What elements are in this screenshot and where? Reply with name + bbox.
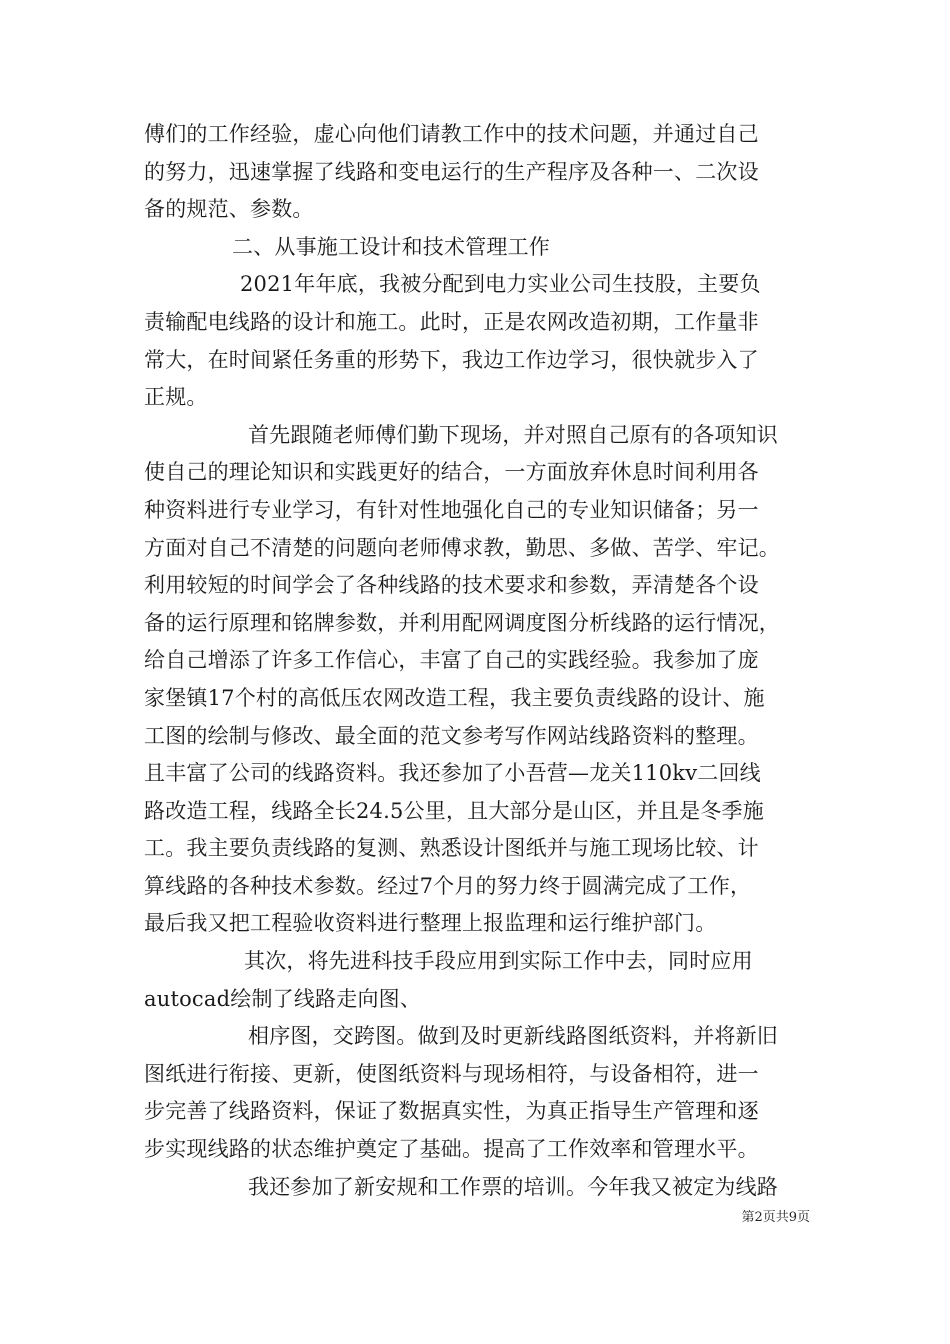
text-line: 相序图，交跨图。做到及时更新线路图纸资料，并将新旧	[248, 1024, 778, 1049]
text-line: 首先跟随老师傅们勤下现场，并对照自己原有的各项知识	[248, 422, 778, 447]
body-text	[144, 116, 808, 1206]
page-number: 第2页共9页	[741, 1210, 810, 1225]
text-line: 算线路的各种技术参数。经过7个月的努力终于圆满完成了工作，	[144, 873, 752, 898]
text-line: autocad绘制了线路走向图、	[144, 986, 422, 1011]
text-line: 且丰富了公司的线路资料。我还参加了小吾营—龙关110kv二回线	[144, 761, 761, 786]
text-line: 家堡镇17个村的高低压农网改造工程，我主要负责线路的设计、施	[144, 685, 765, 710]
text-line: 步实现线路的状态维护奠定了基础。提高了工作效率和管理水平。	[144, 1137, 759, 1162]
text-line: 方面对自己不清楚的问题向老师傅求教，勤思、多做、苦学、牢记。	[144, 535, 780, 560]
text-line: 的努力，迅速掌握了线路和变电运行的生产程序及各种一、二次设	[144, 159, 759, 184]
text-line: 正规。	[144, 385, 208, 410]
text-line: 给自己增添了许多工作信心，丰富了自己的实践经验。我参加了庞	[144, 648, 759, 673]
text-line: 种资料进行专业学习，有针对性地强化自己的专业知识储备；另一	[144, 497, 759, 522]
text-line: 步完善了线路资料，保证了数据真实性，为真正指导生产管理和逐	[144, 1099, 759, 1124]
text-line: 责输配电线路的设计和施工。此时，正是农网改造初期，工作量非	[144, 309, 759, 334]
text-line: 工。我主要负责线路的复测、熟悉设计图纸并与施工现场比较、计	[144, 836, 759, 861]
text-line: 使自己的理论知识和实践更好的结合，一方面放弃休息时间利用各	[144, 460, 759, 485]
text-line: 备的规范、参数。	[144, 197, 314, 222]
text-line: 2021年年底，我被分配到电力实业公司生技股，主要负	[240, 272, 761, 297]
text-line: 傅们的工作经验，虚心向他们请教工作中的技术问题，并通过自己	[144, 122, 759, 146]
text-line: 路改造工程，线路全长24.5公里，且大部分是山区，并且是冬季施	[144, 798, 764, 823]
section-heading: 二、从事施工设计和技术管理工作	[232, 234, 550, 259]
text-line: 常大，在时间紧任务重的形势下，我边工作边学习，很快就步入了	[144, 347, 759, 372]
text-line: 其次，将先进科技手段应用到实际工作中去，同时应用	[244, 949, 753, 974]
text-line: 最后我又把工程验收资料进行整理上报监理和运行维护部门。	[144, 911, 717, 936]
text-line: 备的运行原理和铭牌参数，并利用配网调度图分析线路的运行情况，	[144, 610, 780, 635]
text-line: 图纸进行衔接、更新，使图纸资料与现场相符，与设备相符，进一	[144, 1061, 759, 1086]
text-line: 利用较短的时间学会了各种线路的技术要求和参数，弄清楚各个设	[144, 573, 759, 598]
text-line: 工图的绘制与修改、最全面的范文参考写作网站线路资料的整理。	[144, 723, 759, 748]
text-line: 我还参加了新安规和工作票的培训。今年我又被定为线路	[248, 1174, 778, 1199]
